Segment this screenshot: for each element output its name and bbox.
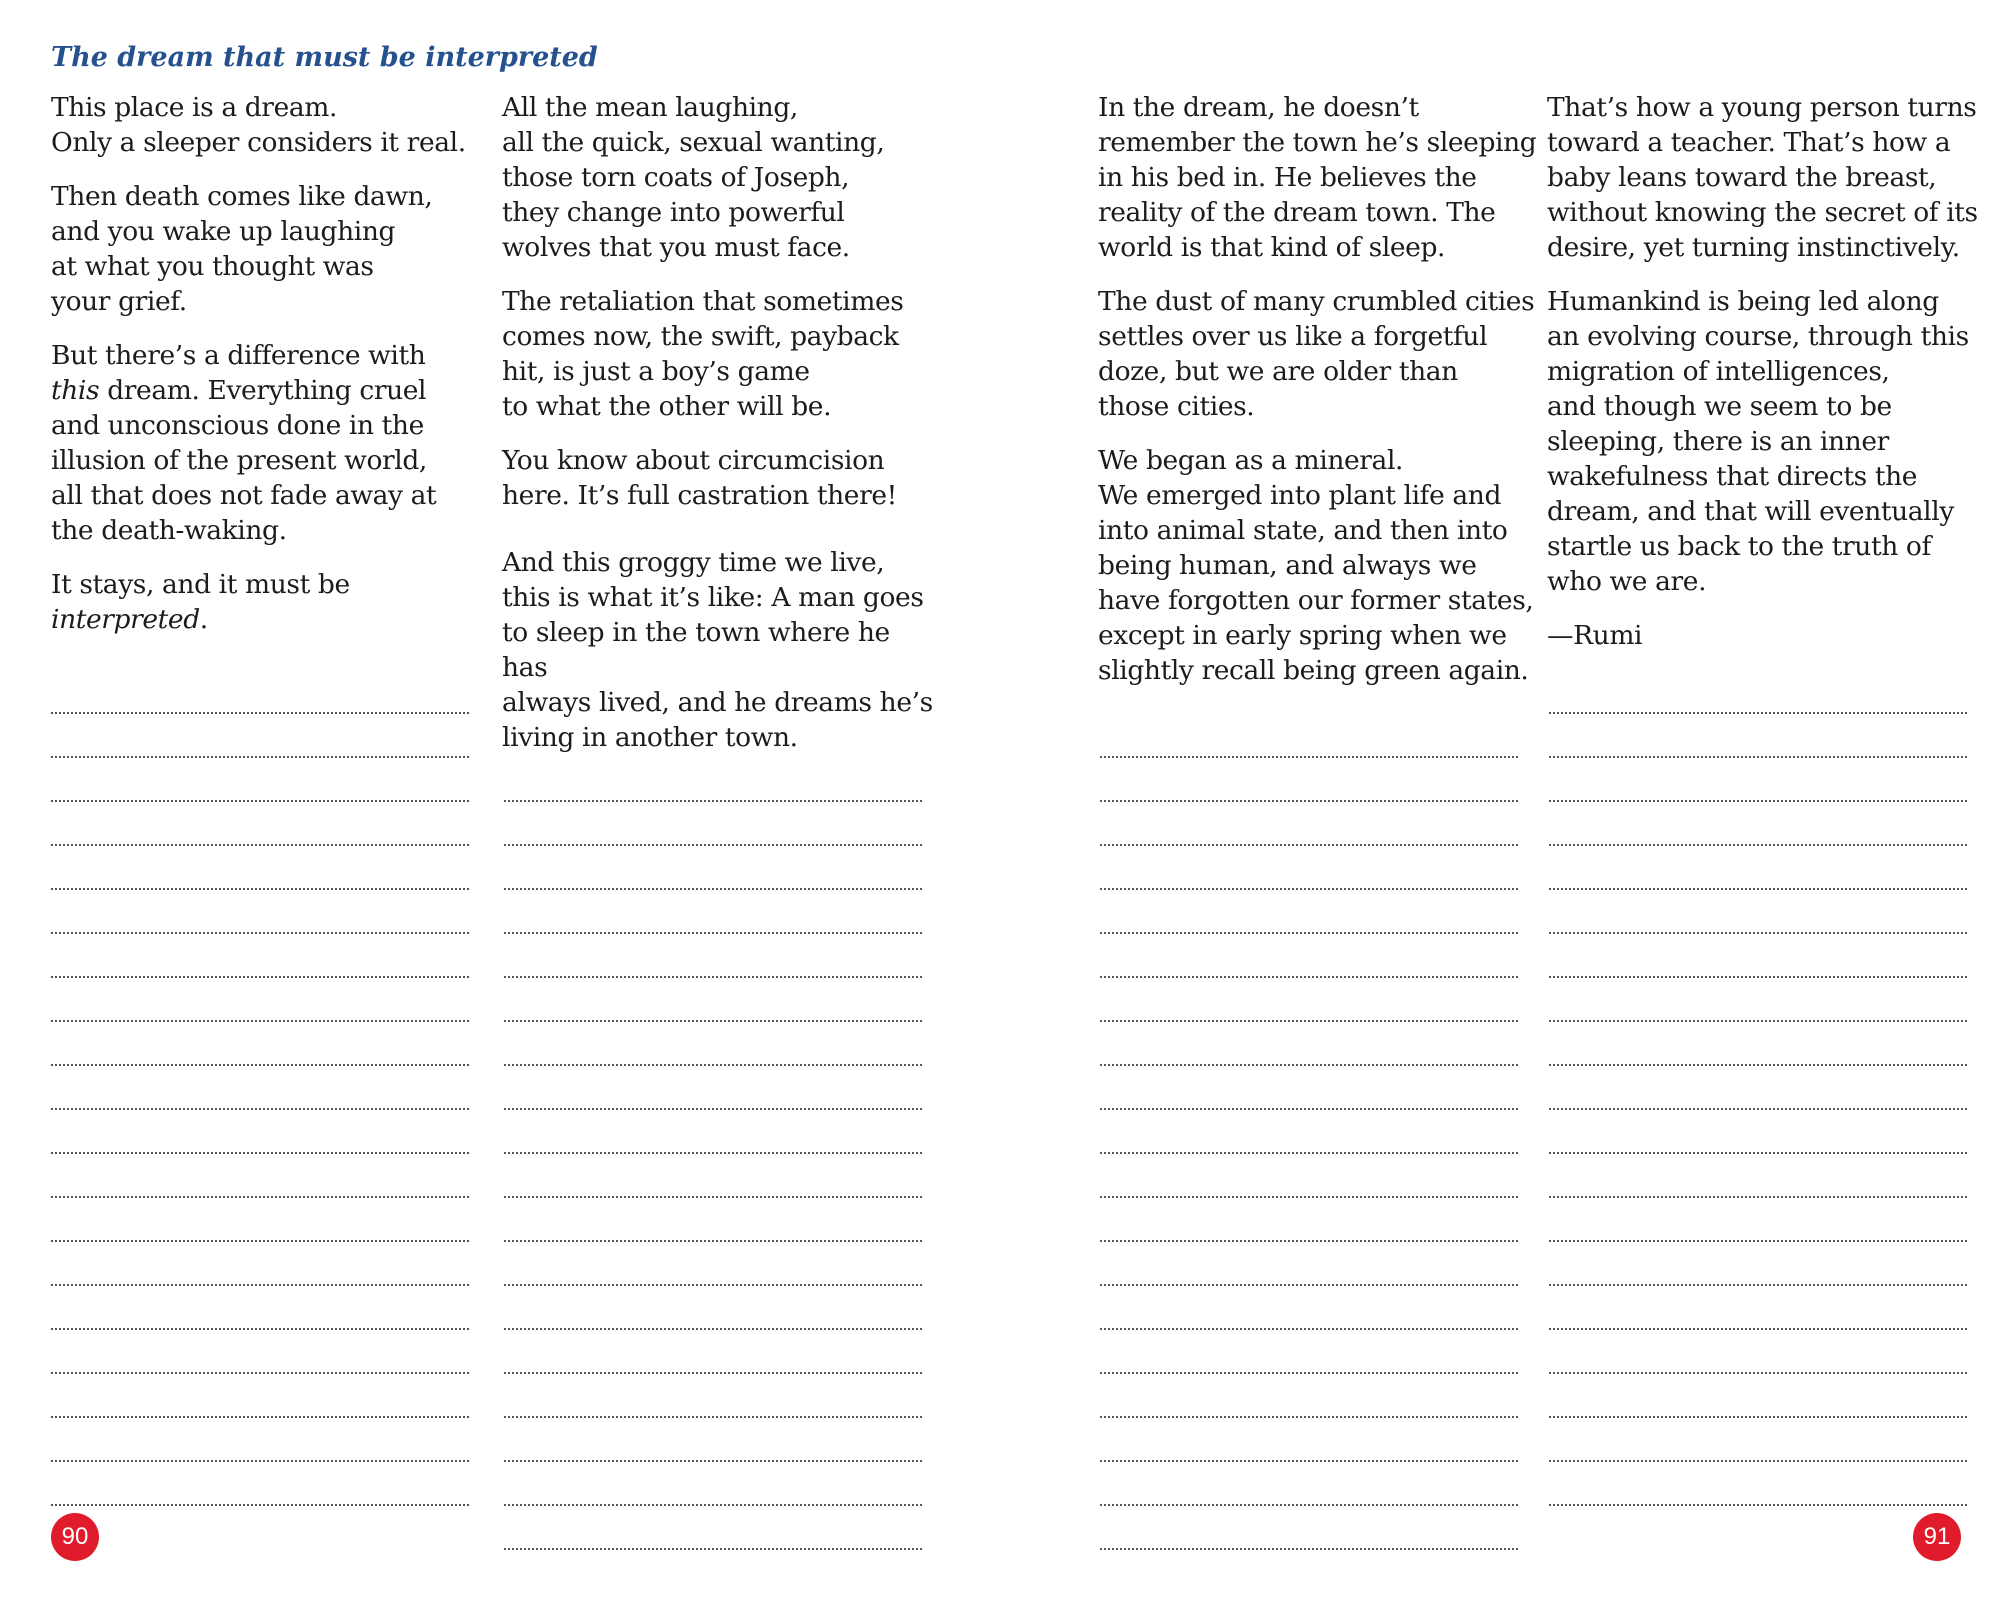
- poem-line: to sleep in the town where he has: [502, 617, 890, 683]
- writing-line: [1549, 932, 1967, 934]
- writing-line: [1100, 1152, 1518, 1154]
- poem-line: here. It’s full castration there!: [502, 480, 897, 511]
- writing-line: [504, 1504, 922, 1506]
- writing-line: [1100, 844, 1518, 846]
- writing-line: [504, 1064, 922, 1066]
- stanza: [51, 179, 491, 319]
- writing-line: [51, 756, 469, 758]
- poem-line: migration of intelligences,: [1547, 356, 1890, 387]
- poem-line: to what the other will be.: [502, 391, 832, 422]
- poem-line: into animal state, and then into: [1098, 515, 1508, 546]
- writing-line: [51, 1504, 469, 1506]
- emphasis-word: this: [51, 375, 100, 406]
- writing-line: [504, 1460, 922, 1462]
- writing-line: [1549, 1372, 1967, 1374]
- writing-line: [1549, 756, 1967, 758]
- writing-line: [1549, 1064, 1967, 1066]
- emphasis-word: interpreted: [51, 604, 200, 635]
- poem-line: Only a sleeper considers it real.: [51, 127, 466, 158]
- poem-column-3: [1098, 90, 1538, 707]
- poem-line: world is that kind of sleep.: [1098, 232, 1446, 263]
- writing-line: [1100, 1416, 1518, 1418]
- stanza: [1098, 443, 1538, 688]
- poem-line: and unconscious done in the: [51, 410, 424, 441]
- writing-line: [1549, 976, 1967, 978]
- poem-line: But there’s a difference with: [51, 340, 426, 371]
- poem-line: startle us back to the truth of: [1547, 531, 1931, 562]
- poem-line: remember the town he’s sleeping: [1098, 127, 1537, 158]
- writing-line: [1549, 1328, 1967, 1330]
- poem-line: who we are.: [1547, 566, 1707, 597]
- writing-line: [51, 976, 469, 978]
- writing-line: [1549, 1504, 1967, 1506]
- stanza: [1547, 90, 1987, 265]
- poem-line: wakefulness that directs the: [1547, 461, 1918, 492]
- poem-line: settles over us like a forgetful: [1098, 321, 1488, 352]
- poem-line: all the quick, sexual wanting,: [502, 127, 885, 158]
- writing-line: [504, 1416, 922, 1418]
- poem-line: You know about circumcision: [502, 445, 885, 476]
- writing-line: [504, 1020, 922, 1022]
- stanza: [1547, 618, 1987, 653]
- poem-line: The retaliation that sometimes: [502, 286, 904, 317]
- poem-line: In the dream, he doesn’t: [1098, 92, 1419, 123]
- writing-line: [51, 888, 469, 890]
- writing-line: [1549, 1284, 1967, 1286]
- writing-line: [51, 1416, 469, 1418]
- writing-line: [1100, 1196, 1518, 1198]
- writing-line: [51, 1020, 469, 1022]
- poem-line: desire, yet turning instinctively.: [1547, 232, 1960, 263]
- page-number-right: 91: [1913, 1513, 1961, 1561]
- page-number-left: 90: [51, 1513, 99, 1561]
- writing-line: [504, 844, 922, 846]
- writing-line: [1100, 932, 1518, 934]
- writing-line: [504, 1548, 922, 1550]
- poem-line: an evolving course, through this: [1547, 321, 1969, 352]
- poem-line: toward a teacher. That’s how a: [1547, 127, 1951, 158]
- poem-line: those cities.: [1098, 391, 1255, 422]
- poem-line: Humankind is being led along: [1547, 286, 1939, 317]
- stanza: [502, 443, 942, 513]
- poem-line: at what you thought was: [51, 251, 374, 282]
- writing-line: [1100, 1328, 1518, 1330]
- poem-line: dream, and that will eventually: [1547, 496, 1954, 527]
- poem-line: always lived, and he dreams he’s: [502, 687, 933, 718]
- poem-line: comes now, the swift, payback: [502, 321, 899, 352]
- writing-line: [504, 1240, 922, 1242]
- writing-line: [504, 1372, 922, 1374]
- poem-line: they change into powerful: [502, 197, 845, 228]
- writing-line: [1100, 800, 1518, 802]
- stanza: [502, 545, 942, 755]
- writing-line: [1100, 888, 1518, 890]
- stanza: [1547, 284, 1987, 599]
- writing-line: [504, 976, 922, 978]
- poem-column-2: [502, 90, 942, 774]
- writing-line: [1100, 1020, 1518, 1022]
- writing-line: [1100, 1548, 1518, 1550]
- poem-line: this is what it’s like: A man goes: [502, 582, 924, 613]
- poem-title: The dream that must be interpreted: [51, 42, 598, 73]
- stanza: [1098, 284, 1538, 424]
- poem-line: living in another town.: [502, 722, 798, 753]
- writing-line: [504, 1108, 922, 1110]
- stanza: [1098, 90, 1538, 265]
- writing-line: [1100, 1460, 1518, 1462]
- poem-line: and you wake up laughing: [51, 216, 396, 247]
- poem-line: All the mean laughing,: [502, 92, 798, 123]
- writing-line: [51, 1108, 469, 1110]
- poem-line: That’s how a young person turns: [1547, 92, 1977, 123]
- poem-line: dream. Everything cruel: [99, 375, 427, 406]
- writing-line: [51, 1152, 469, 1154]
- writing-line: [51, 1460, 469, 1462]
- writing-line: [51, 800, 469, 802]
- writing-line: [1549, 1240, 1967, 1242]
- poem-line: sleeping, there is an inner: [1547, 426, 1889, 457]
- poem-line: wolves that you must face.: [502, 232, 850, 263]
- writing-line: [1549, 800, 1967, 802]
- writing-line: [1100, 1372, 1518, 1374]
- writing-line: [1100, 756, 1518, 758]
- poem-line: .: [199, 604, 208, 635]
- writing-line: [51, 1240, 469, 1242]
- writing-line: [1100, 1108, 1518, 1110]
- poem-line: Then death comes like dawn,: [51, 181, 433, 212]
- writing-line: [1100, 1064, 1518, 1066]
- stanza: [502, 90, 942, 265]
- poem-line: hit, is just a boy’s game: [502, 356, 810, 387]
- poem-line: And this groggy time we live,: [502, 547, 885, 578]
- writing-line: [51, 844, 469, 846]
- poem-line: without knowing the secret of its: [1547, 197, 1978, 228]
- writing-line: [1549, 1020, 1967, 1022]
- stanza: [502, 284, 942, 424]
- writing-line: [504, 1284, 922, 1286]
- poem-line: The dust of many crumbled cities: [1098, 286, 1535, 317]
- poem-line: We began as a mineral.: [1098, 445, 1404, 476]
- poem-line: We emerged into plant life and: [1098, 480, 1502, 511]
- writing-line: [504, 1152, 922, 1154]
- writing-line: [504, 800, 922, 802]
- poem-line: being human, and always we: [1098, 550, 1477, 581]
- stanza: [51, 90, 491, 160]
- poem-line: the death-waking.: [51, 515, 287, 546]
- poem-line: reality of the dream town. The: [1098, 197, 1496, 228]
- writing-line: [51, 1328, 469, 1330]
- writing-line: [1549, 888, 1967, 890]
- writing-line: [51, 932, 469, 934]
- poem-line: and though we seem to be: [1547, 391, 1892, 422]
- writing-line: [1549, 1152, 1967, 1154]
- poem-line: It stays, and it must be: [51, 569, 350, 600]
- writing-line: [1549, 712, 1967, 714]
- writing-line: [1549, 1196, 1967, 1198]
- writing-line: [1100, 1240, 1518, 1242]
- writing-line: [51, 1284, 469, 1286]
- attribution: —Rumi: [1547, 620, 1643, 651]
- poem-column-4: [1547, 90, 1987, 672]
- poem-line: your grief.: [51, 286, 187, 317]
- poem-line: have forgotten our former states,: [1098, 585, 1534, 616]
- writing-line: [504, 888, 922, 890]
- writing-line: [1549, 1108, 1967, 1110]
- writing-line: [51, 1196, 469, 1198]
- poem-line: slightly recall being green again.: [1098, 655, 1529, 686]
- stanza: [51, 338, 491, 548]
- poem-line: except in early spring when we: [1098, 620, 1507, 651]
- poem-line: This place is a dream.: [51, 92, 338, 123]
- writing-line: [51, 1064, 469, 1066]
- writing-line: [1549, 844, 1967, 846]
- writing-line: [504, 932, 922, 934]
- stanza: [51, 567, 491, 637]
- writing-line: [1100, 976, 1518, 978]
- writing-line: [51, 1372, 469, 1374]
- poem-line: those torn coats of Joseph,: [502, 162, 850, 193]
- poem-line: baby leans toward the breast,: [1547, 162, 1937, 193]
- writing-line: [504, 1328, 922, 1330]
- writing-line: [504, 1196, 922, 1198]
- writing-line: [51, 712, 469, 714]
- poem-line: illusion of the present world,: [51, 445, 427, 476]
- poem-line: in his bed in. He believes the: [1098, 162, 1477, 193]
- writing-line: [1549, 1416, 1967, 1418]
- writing-line: [1100, 1504, 1518, 1506]
- writing-line: [1549, 1460, 1967, 1462]
- poem-line: doze, but we are older than: [1098, 356, 1458, 387]
- writing-line: [1100, 1284, 1518, 1286]
- poem-column-1: [51, 90, 491, 656]
- poem-line: all that does not fade away at: [51, 480, 437, 511]
